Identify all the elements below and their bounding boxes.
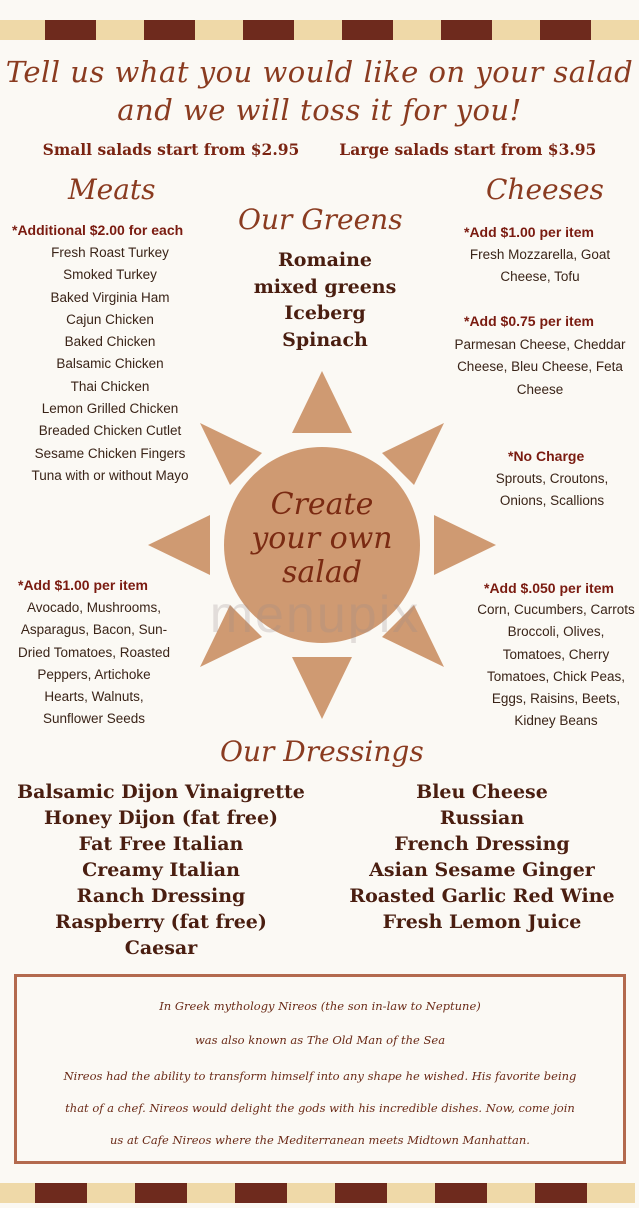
list-item: Eggs, Raisins, Beets,: [491, 691, 621, 707]
list-item: Bleu Cheese: [416, 781, 548, 803]
story-box: [14, 974, 626, 1164]
cheese-note-2: *Add $0.75 per item: [464, 313, 594, 329]
list-item: Balsamic Dijon Vinaigrette: [17, 781, 305, 803]
list-item: Hearts, Walnuts,: [44, 689, 144, 705]
list-item: Sprouts, Croutons,: [495, 471, 609, 486]
list-item: Smoked Turkey: [63, 267, 157, 283]
large-salad-price: Large salads start from $3.95: [339, 140, 597, 159]
cheeses-heading: Cheeses: [486, 173, 604, 206]
story-line: Nireos had the ability to transform himself into any shape he wished. His favorite being: [63, 1069, 577, 1083]
story-line: was also known as The Old Man of the Sea: [194, 1033, 446, 1047]
list-item: Roasted Garlic Red Wine: [349, 885, 615, 907]
story-line: us at Cafe Nireos where the Mediterranean meets Midtown Manhattan.: [110, 1133, 530, 1147]
cheese-note-3: *No Charge: [508, 448, 585, 464]
watermark: menupix: [209, 586, 421, 644]
list-item: Iceberg: [284, 302, 366, 324]
veg-right-list: [466, 599, 639, 733]
list-item: Thai Chicken: [70, 378, 150, 394]
story-line: In Greek mythology Nireos (the son in-law to Neptune): [159, 999, 481, 1013]
dressings-heading: Our Dressings: [220, 735, 424, 768]
veg-left-list: [2, 597, 186, 731]
greens-list: [230, 247, 420, 353]
list-item: Cheese, Tofu: [500, 269, 580, 285]
cheese-note-1: *Add $1.00 per item: [464, 224, 594, 240]
price-info: [0, 140, 639, 159]
dressings-left-list: [10, 779, 312, 961]
list-item: mixed greens: [253, 275, 397, 298]
top-border-band: [0, 20, 639, 40]
list-item: Fresh Lemon Juice: [382, 911, 582, 933]
list-item: Sunflower Seeds: [42, 711, 146, 727]
list-item: Dried Tomatoes, Roasted: [17, 644, 171, 660]
bottom-border-band: [0, 1183, 639, 1203]
list-item: Spinach: [282, 328, 368, 351]
list-item: Caesar: [124, 937, 198, 959]
list-item: Cajun Chicken: [66, 311, 154, 327]
list-item: Tomatoes, Chick Peas,: [486, 668, 626, 684]
list-item: Peppers, Artichoke: [37, 666, 151, 682]
list-item: Ranch Dressing: [76, 885, 246, 907]
dressings-right-list: [336, 779, 628, 935]
list-item: Cheese: [516, 381, 564, 397]
list-item: Russian: [439, 807, 525, 829]
list-item: Raspberry (fat free): [55, 911, 267, 933]
meats-note: *Additional $2.00 for each: [12, 222, 184, 238]
title-line-1: Tell us what you would like on your salad: [5, 55, 634, 89]
list-item: Lemon Grilled Chicken: [41, 401, 179, 417]
list-item: Corn, Cucumbers, Carrots: [477, 602, 635, 617]
list-item: Avocado, Mushrooms,: [26, 600, 162, 615]
list-item: French Dressing: [394, 833, 570, 855]
list-item: Asian Sesame Ginger: [369, 859, 595, 881]
list-item: Onions, Scallions: [499, 493, 605, 509]
list-item: Asparagus, Bacon, Sun-: [20, 622, 168, 638]
greens-heading: Our Greens: [238, 203, 403, 236]
veg-left-note: *Add $1.00 per item: [18, 577, 148, 593]
list-item: Creamy Italian: [82, 859, 240, 881]
list-item: Fresh Mozzarella, Goat: [469, 247, 611, 262]
cheese-group-1: [440, 244, 639, 289]
list-item: Balsamic Chicken: [56, 356, 164, 372]
sun-text: [212, 488, 432, 590]
list-item: Baked Chicken: [64, 334, 156, 350]
list-item: Tuna with or without Mayo: [31, 467, 189, 483]
list-item: Romaine: [278, 249, 372, 271]
list-item: Fat Free Italian: [78, 833, 244, 855]
list-item: Honey Dijon (fat free): [43, 807, 279, 829]
list-item: Parmesan Cheese, Cheddar: [454, 337, 626, 352]
sun-text-line: Create: [270, 487, 374, 522]
veg-right-note: *Add $.050 per item: [484, 580, 614, 596]
list-item: Fresh Roast Turkey: [51, 245, 169, 260]
meats-heading: Meats: [68, 173, 156, 206]
sun-text-line: salad: [282, 555, 362, 590]
story-line: that of a chef. Nireos would delight the gods with his incredible dishes. Now, come join: [65, 1101, 575, 1115]
title-line-2: and we will toss it for you!: [117, 93, 522, 127]
small-salad-price: Small salads start from $2.95: [42, 140, 300, 159]
sun-text-line: your own: [251, 521, 393, 556]
list-item: Kidney Beans: [514, 713, 598, 729]
list-item: Sesame Chicken Fingers: [34, 445, 186, 461]
list-item: Breaded Chicken Cutlet: [38, 423, 182, 439]
list-item: Broccoli, Olives,: [507, 624, 605, 640]
list-item: Tomatoes, Cherry: [502, 646, 610, 662]
list-item: Cheese, Bleu Cheese, Feta: [457, 359, 623, 375]
list-item: Baked Virginia Ham: [50, 289, 170, 305]
